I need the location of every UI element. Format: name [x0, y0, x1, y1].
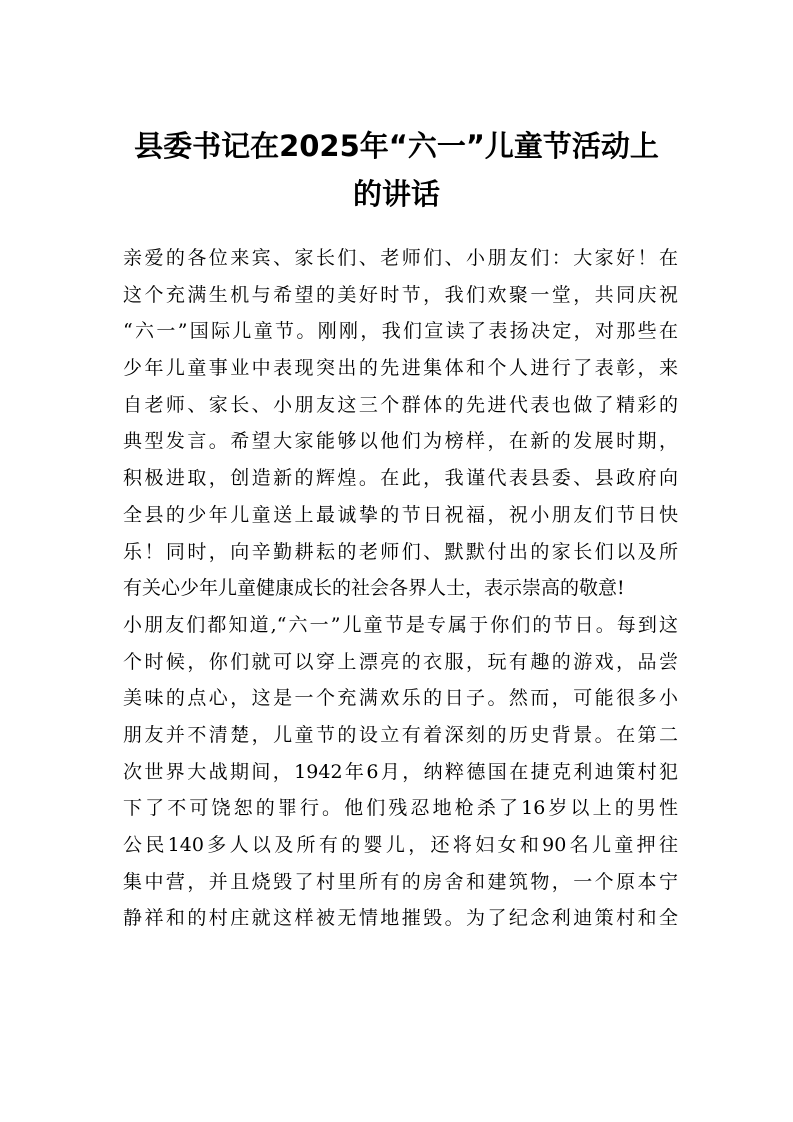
- body-line: 静祥和的村庄就这样被无情地摧毁。为了纪念利迪策村和全: [123, 907, 678, 930]
- body-line: 少年儿童事业中表现突出的先进集体和个人进行了表彰，来: [123, 357, 678, 380]
- title-line-2: 的讲话: [352, 177, 440, 211]
- title-line-1: 县委书记在2025年“六一”儿童节活动上: [134, 129, 659, 163]
- speech-body: [123, 240, 678, 937]
- body-line: 次世界大战期间，1942年6月，纳粹德国在捷克利迪策村犯: [123, 760, 678, 783]
- body-line: 小朋友们都知道,“六一”儿童节是专属于你们的节日。每到这: [123, 613, 678, 636]
- body-line: 自老师、家长、小朋友这三个群体的先进代表也做了精彩的: [123, 393, 678, 416]
- body-line: 下了不可饶恕的罪行。他们残忍地枪杀了16岁以上的男性: [123, 797, 678, 820]
- body-line: 这个充满生机与希望的美好时节，我们欢聚一堂，共同庆祝: [123, 283, 678, 306]
- body-line: “六一”国际儿童节。刚刚，我们宣读了表扬决定，对那些在: [123, 320, 678, 343]
- body-line: 积极进取，创造新的辉煌。在此，我谨代表县委、县政府向: [123, 467, 678, 490]
- document-title: [100, 122, 693, 218]
- body-line: 朋友并不清楚，儿童节的设立有着深刻的历史背景。在第二: [123, 723, 678, 746]
- body-line: 公民140多人以及所有的婴儿，还将妇女和90名儿童押往: [123, 834, 678, 856]
- body-line: 有关心少年儿童健康成长的社会各界人士，表示崇高的敬意!: [123, 577, 625, 600]
- body-line: 亲爱的各位来宾、家长们、老师们、小朋友们：大家好！在: [123, 247, 678, 269]
- body-line: 美味的点心，这是一个充满欢乐的日子。然而，可能很多小: [123, 687, 678, 710]
- body-line: 全县的少年儿童送上最诚挚的节日祝福，祝小朋友们节日快: [123, 503, 678, 526]
- body-line: 乐！同时，向辛勤耕耘的老师们、默默付出的家长们以及所: [123, 540, 678, 563]
- body-line: 典型发言。希望大家能够以他们为榜样，在新的发展时期，: [123, 430, 678, 453]
- body-line: 集中营，并且烧毁了村里所有的房舍和建筑物，一个原本宁: [123, 870, 678, 893]
- body-line: 个时候，你们就可以穿上漂亮的衣服，玩有趣的游戏，品尝: [123, 650, 678, 673]
